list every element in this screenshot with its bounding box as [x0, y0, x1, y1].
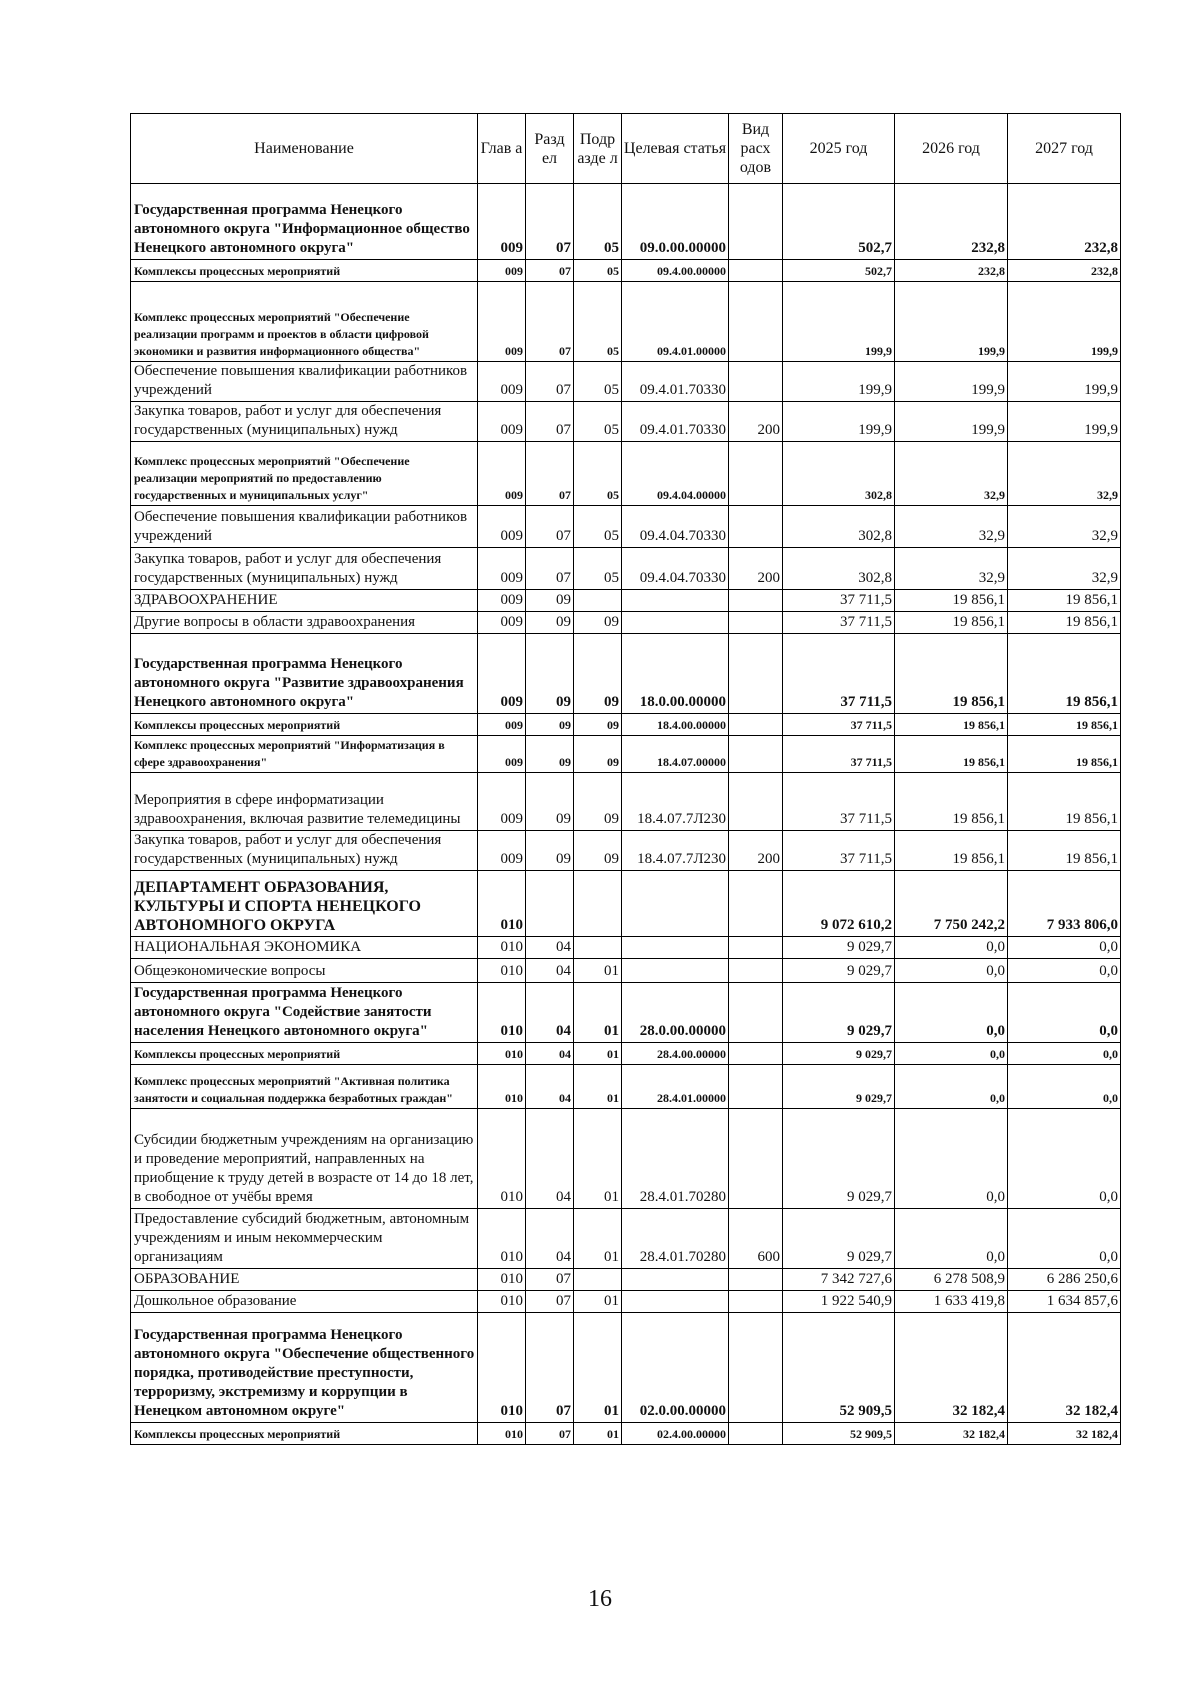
- row-amount-2025: 9 029,7: [783, 1065, 895, 1109]
- row-amount-2025: 52 909,5: [783, 1313, 895, 1423]
- row-expense-type: [729, 983, 783, 1043]
- table-row: [131, 506, 1121, 548]
- row-amount-2027: 199,9: [1008, 362, 1121, 402]
- row-expense-type: [729, 184, 783, 260]
- row-amount-2026: 32 182,4: [895, 1423, 1008, 1445]
- table-row: [131, 1269, 1121, 1291]
- row-subsection: [574, 937, 622, 959]
- row-chapter: 010: [478, 1043, 526, 1065]
- row-amount-2025: 9 029,7: [783, 1209, 895, 1269]
- row-chapter: 009: [478, 282, 526, 362]
- row-amount-2025: 199,9: [783, 282, 895, 362]
- row-name: Обеспечение повышения квалификации работников учреждений: [131, 506, 478, 548]
- row-expense-type: [729, 1065, 783, 1109]
- row-section: 07: [526, 402, 574, 442]
- row-section: 04: [526, 1043, 574, 1065]
- row-expense-type: [729, 442, 783, 506]
- row-target-article: 18.4.07.7Л230: [622, 773, 729, 831]
- row-target-article: 09.4.04.00000: [622, 442, 729, 506]
- row-amount-2025: 37 711,5: [783, 714, 895, 736]
- row-amount-2027: 1 634 857,6: [1008, 1291, 1121, 1313]
- row-target-article: 09.4.01.70330: [622, 362, 729, 402]
- row-amount-2025: 9 072 610,2: [783, 871, 895, 937]
- row-subsection: 05: [574, 548, 622, 590]
- budget-table: [130, 113, 1121, 1445]
- row-subsection: 09: [574, 831, 622, 871]
- row-name: Комплекс процессных мероприятий "Обеспечение реализации мероприятий по предоставлению государственных и муниципальных услуг": [131, 442, 478, 506]
- row-subsection: 01: [574, 1209, 622, 1269]
- row-amount-2027: 232,8: [1008, 260, 1121, 282]
- row-amount-2026: 199,9: [895, 402, 1008, 442]
- row-amount-2026: 0,0: [895, 959, 1008, 983]
- table-row: [131, 831, 1121, 871]
- row-amount-2025: 302,8: [783, 548, 895, 590]
- row-amount-2027: 6 286 250,6: [1008, 1269, 1121, 1291]
- row-amount-2027: 232,8: [1008, 184, 1121, 260]
- row-target-article: 28.4.01.00000: [622, 1065, 729, 1109]
- row-amount-2025: 9 029,7: [783, 1043, 895, 1065]
- row-name: Государственная программа Ненецкого автономного округа "Содействие занятости населения Ненецкого автономного округа": [131, 983, 478, 1043]
- row-chapter: 010: [478, 1065, 526, 1109]
- row-amount-2025: 502,7: [783, 184, 895, 260]
- row-section: 07: [526, 362, 574, 402]
- page-number: 16: [588, 1586, 612, 1612]
- row-expense-type: [729, 959, 783, 983]
- row-amount-2026: 199,9: [895, 282, 1008, 362]
- row-target-article: [622, 871, 729, 937]
- row-section: 09: [526, 612, 574, 634]
- table-row: [131, 612, 1121, 634]
- row-target-article: 28.4.00.00000: [622, 1043, 729, 1065]
- row-expense-type: [729, 714, 783, 736]
- row-target-article: 02.4.00.00000: [622, 1423, 729, 1445]
- row-section: 09: [526, 634, 574, 714]
- row-amount-2025: 37 711,5: [783, 736, 895, 773]
- row-expense-type: [729, 260, 783, 282]
- row-amount-2026: 1 633 419,8: [895, 1291, 1008, 1313]
- header-name: Наименование: [131, 114, 478, 184]
- row-target-article: [622, 612, 729, 634]
- row-expense-type: [729, 1109, 783, 1209]
- row-chapter: 009: [478, 634, 526, 714]
- row-amount-2026: 19 856,1: [895, 831, 1008, 871]
- row-chapter: 010: [478, 1313, 526, 1423]
- table-row: [131, 1109, 1121, 1209]
- row-amount-2027: 0,0: [1008, 959, 1121, 983]
- row-amount-2027: 7 933 806,0: [1008, 871, 1121, 937]
- row-amount-2026: 19 856,1: [895, 634, 1008, 714]
- row-amount-2027: 19 856,1: [1008, 590, 1121, 612]
- row-chapter: 010: [478, 983, 526, 1043]
- table-row: [131, 736, 1121, 773]
- row-amount-2026: 7 750 242,2: [895, 871, 1008, 937]
- row-expense-type: [729, 612, 783, 634]
- row-amount-2026: 19 856,1: [895, 612, 1008, 634]
- row-target-article: [622, 959, 729, 983]
- row-amount-2025: 37 711,5: [783, 773, 895, 831]
- row-name: Общеэкономические вопросы: [131, 959, 478, 983]
- row-section: 09: [526, 831, 574, 871]
- row-section: 07: [526, 548, 574, 590]
- row-chapter: 010: [478, 1109, 526, 1209]
- row-chapter: 010: [478, 1423, 526, 1445]
- row-name: Комплексы процессных мероприятий: [131, 1043, 478, 1065]
- row-section: 04: [526, 959, 574, 983]
- row-subsection: 05: [574, 402, 622, 442]
- row-target-article: 02.0.00.00000: [622, 1313, 729, 1423]
- row-subsection: 05: [574, 362, 622, 402]
- row-amount-2026: 32 182,4: [895, 1313, 1008, 1423]
- row-amount-2027: 32 182,4: [1008, 1423, 1121, 1445]
- header-2026: 2026 год: [895, 114, 1008, 184]
- row-amount-2025: 37 711,5: [783, 634, 895, 714]
- row-chapter: 009: [478, 548, 526, 590]
- row-target-article: 28.0.00.00000: [622, 983, 729, 1043]
- row-chapter: 009: [478, 260, 526, 282]
- row-amount-2025: 199,9: [783, 402, 895, 442]
- table-row: [131, 1291, 1121, 1313]
- row-name: Предоставление субсидий бюджетным, автономным учреждениям и иным некоммерческим организациям: [131, 1209, 478, 1269]
- row-expense-type: [729, 1291, 783, 1313]
- row-amount-2025: 7 342 727,6: [783, 1269, 895, 1291]
- row-chapter: 009: [478, 714, 526, 736]
- row-subsection: 05: [574, 282, 622, 362]
- row-name: Комплексы процессных мероприятий: [131, 260, 478, 282]
- row-amount-2027: 0,0: [1008, 1109, 1121, 1209]
- row-name: ОБРАЗОВАНИЕ: [131, 1269, 478, 1291]
- table-row: [131, 1065, 1121, 1109]
- table-row: [131, 1313, 1121, 1423]
- row-section: 07: [526, 1291, 574, 1313]
- row-subsection: [574, 1269, 622, 1291]
- row-subsection: [574, 590, 622, 612]
- table-row: [131, 362, 1121, 402]
- row-amount-2027: 19 856,1: [1008, 612, 1121, 634]
- row-expense-type: [729, 1043, 783, 1065]
- row-expense-type: [729, 506, 783, 548]
- row-amount-2025: 1 922 540,9: [783, 1291, 895, 1313]
- table-row: [131, 442, 1121, 506]
- row-subsection: 05: [574, 184, 622, 260]
- row-amount-2027: 0,0: [1008, 983, 1121, 1043]
- row-subsection: 09: [574, 714, 622, 736]
- row-amount-2027: 199,9: [1008, 402, 1121, 442]
- row-target-article: [622, 1291, 729, 1313]
- row-amount-2026: 232,8: [895, 184, 1008, 260]
- row-section: 07: [526, 506, 574, 548]
- row-amount-2026: 19 856,1: [895, 736, 1008, 773]
- row-section: 04: [526, 1109, 574, 1209]
- table-row: [131, 937, 1121, 959]
- row-amount-2027: 19 856,1: [1008, 773, 1121, 831]
- table-row: [131, 871, 1121, 937]
- row-section: 04: [526, 937, 574, 959]
- row-chapter: 009: [478, 442, 526, 506]
- row-amount-2027: 19 856,1: [1008, 634, 1121, 714]
- row-expense-type: [729, 871, 783, 937]
- row-name: Закупка товаров, работ и услуг для обеспечения государственных (муниципальных) нужд: [131, 831, 478, 871]
- row-subsection: 09: [574, 736, 622, 773]
- row-chapter: 009: [478, 590, 526, 612]
- row-section: 07: [526, 260, 574, 282]
- table-row: [131, 1209, 1121, 1269]
- table-row: [131, 184, 1121, 260]
- row-chapter: 009: [478, 612, 526, 634]
- row-subsection: 01: [574, 1109, 622, 1209]
- row-amount-2025: 9 029,7: [783, 959, 895, 983]
- row-amount-2025: 52 909,5: [783, 1423, 895, 1445]
- row-chapter: 009: [478, 362, 526, 402]
- row-expense-type: [729, 282, 783, 362]
- row-expense-type: [729, 362, 783, 402]
- row-chapter: 009: [478, 506, 526, 548]
- row-amount-2025: 37 711,5: [783, 612, 895, 634]
- row-amount-2026: 199,9: [895, 362, 1008, 402]
- row-amount-2026: 0,0: [895, 983, 1008, 1043]
- row-amount-2025: 9 029,7: [783, 983, 895, 1043]
- row-section: 07: [526, 442, 574, 506]
- row-subsection: 01: [574, 1043, 622, 1065]
- header-target-article: Целевая статья: [622, 114, 729, 184]
- row-name: Мероприятия в сфере информатизации здравоохранения, включая развитие телемедицины: [131, 773, 478, 831]
- header-2025: 2025 год: [783, 114, 895, 184]
- row-chapter: 010: [478, 871, 526, 937]
- row-chapter: 009: [478, 831, 526, 871]
- row-target-article: [622, 937, 729, 959]
- table-row: [131, 402, 1121, 442]
- row-amount-2025: 37 711,5: [783, 590, 895, 612]
- row-target-article: 09.4.00.00000: [622, 260, 729, 282]
- table-row: [131, 1043, 1121, 1065]
- row-name: Комплексы процессных мероприятий: [131, 714, 478, 736]
- row-subsection: 01: [574, 959, 622, 983]
- row-chapter: 009: [478, 773, 526, 831]
- row-name: Субсидии бюджетным учреждениям на организацию и проведение мероприятий, направленных на приобщение к труду детей в возрасте от 14 до 18 лет, в свободное от учёбы время: [131, 1109, 478, 1209]
- row-amount-2027: 32,9: [1008, 506, 1121, 548]
- row-target-article: 09.4.01.00000: [622, 282, 729, 362]
- row-section: 04: [526, 1209, 574, 1269]
- row-amount-2027: 32 182,4: [1008, 1313, 1121, 1423]
- row-name: Дошкольное образование: [131, 1291, 478, 1313]
- row-chapter: 010: [478, 1291, 526, 1313]
- row-target-article: 18.4.00.00000: [622, 714, 729, 736]
- row-chapter: 010: [478, 959, 526, 983]
- header-chapter: Глав а: [478, 114, 526, 184]
- table-header-row: [131, 114, 1121, 184]
- row-section: 09: [526, 773, 574, 831]
- row-chapter: 010: [478, 1269, 526, 1291]
- row-subsection: 01: [574, 983, 622, 1043]
- row-name: Государственная программа Ненецкого автономного округа "Развитие здравоохранения Ненецкого автономного округа": [131, 634, 478, 714]
- header-subsection: Подр азде л: [574, 114, 622, 184]
- row-expense-type: [729, 1423, 783, 1445]
- row-name: Другие вопросы в области здравоохранения: [131, 612, 478, 634]
- row-amount-2027: 0,0: [1008, 1209, 1121, 1269]
- row-amount-2026: 0,0: [895, 1043, 1008, 1065]
- row-name: Закупка товаров, работ и услуг для обеспечения государственных (муниципальных) нужд: [131, 548, 478, 590]
- row-amount-2026: 32,9: [895, 506, 1008, 548]
- row-section: 09: [526, 736, 574, 773]
- row-target-article: 09.4.04.70330: [622, 506, 729, 548]
- row-target-article: 18.4.07.00000: [622, 736, 729, 773]
- row-amount-2027: 19 856,1: [1008, 736, 1121, 773]
- row-amount-2025: 37 711,5: [783, 831, 895, 871]
- row-name: Закупка товаров, работ и услуг для обеспечения государственных (муниципальных) нужд: [131, 402, 478, 442]
- row-chapter: 009: [478, 184, 526, 260]
- row-amount-2025: 502,7: [783, 260, 895, 282]
- row-name: Государственная программа Ненецкого автономного округа "Информационное общество Ненецкого автономного округа": [131, 184, 478, 260]
- row-name: ДЕПАРТАМЕНТ ОБРАЗОВАНИЯ, КУЛЬТУРЫ И СПОРТА НЕНЕЦКОГО АВТОНОМНОГО ОКРУГА: [131, 871, 478, 937]
- table-row: [131, 260, 1121, 282]
- table-row: [131, 590, 1121, 612]
- row-section: 07: [526, 1423, 574, 1445]
- row-subsection: [574, 871, 622, 937]
- row-chapter: 009: [478, 402, 526, 442]
- row-target-article: 18.4.07.7Л230: [622, 831, 729, 871]
- row-amount-2025: 302,8: [783, 506, 895, 548]
- row-target-article: 18.0.00.00000: [622, 634, 729, 714]
- row-amount-2025: 9 029,7: [783, 937, 895, 959]
- row-target-article: [622, 1269, 729, 1291]
- row-subsection: 09: [574, 612, 622, 634]
- row-amount-2027: 0,0: [1008, 937, 1121, 959]
- row-amount-2027: 19 856,1: [1008, 714, 1121, 736]
- row-expense-type: [729, 1269, 783, 1291]
- table-row: [131, 548, 1121, 590]
- row-amount-2026: 6 278 508,9: [895, 1269, 1008, 1291]
- row-section: 09: [526, 590, 574, 612]
- row-name: Комплекс процессных мероприятий "Обеспечение реализации программ и проектов в области цифровой экономики и развития информационного общества": [131, 282, 478, 362]
- budget-table-container: [130, 113, 1121, 1445]
- row-name: Комплекс процессных мероприятий "Активная политика занятости и социальная поддержка безработных граждан": [131, 1065, 478, 1109]
- row-target-article: 09.0.00.00000: [622, 184, 729, 260]
- table-row: [131, 282, 1121, 362]
- row-amount-2027: 0,0: [1008, 1043, 1121, 1065]
- row-subsection: 09: [574, 773, 622, 831]
- row-target-article: [622, 590, 729, 612]
- row-expense-type: [729, 773, 783, 831]
- table-row: [131, 714, 1121, 736]
- row-amount-2026: 0,0: [895, 937, 1008, 959]
- row-expense-type: 200: [729, 831, 783, 871]
- row-name: ЗДРАВООХРАНЕНИЕ: [131, 590, 478, 612]
- row-subsection: 01: [574, 1423, 622, 1445]
- row-target-article: 28.4.01.70280: [622, 1109, 729, 1209]
- row-amount-2026: 19 856,1: [895, 590, 1008, 612]
- row-amount-2026: 0,0: [895, 1209, 1008, 1269]
- header-section: Разд ел: [526, 114, 574, 184]
- row-expense-type: 200: [729, 548, 783, 590]
- row-target-article: 09.4.01.70330: [622, 402, 729, 442]
- row-subsection: 01: [574, 1313, 622, 1423]
- row-amount-2027: 19 856,1: [1008, 831, 1121, 871]
- row-expense-type: [729, 937, 783, 959]
- row-section: [526, 871, 574, 937]
- row-amount-2025: 302,8: [783, 442, 895, 506]
- row-amount-2027: 199,9: [1008, 282, 1121, 362]
- row-amount-2026: 0,0: [895, 1065, 1008, 1109]
- row-amount-2026: 32,9: [895, 548, 1008, 590]
- header-expense-type: Вид расх одов: [729, 114, 783, 184]
- row-expense-type: [729, 634, 783, 714]
- row-expense-type: [729, 590, 783, 612]
- row-target-article: 28.4.01.70280: [622, 1209, 729, 1269]
- row-chapter: 010: [478, 937, 526, 959]
- row-amount-2025: 9 029,7: [783, 1109, 895, 1209]
- row-amount-2026: 19 856,1: [895, 773, 1008, 831]
- row-expense-type: [729, 1313, 783, 1423]
- row-amount-2025: 199,9: [783, 362, 895, 402]
- row-chapter: 010: [478, 1209, 526, 1269]
- row-chapter: 009: [478, 736, 526, 773]
- row-section: 09: [526, 714, 574, 736]
- row-amount-2027: 0,0: [1008, 1065, 1121, 1109]
- row-section: 07: [526, 282, 574, 362]
- row-name: НАЦИОНАЛЬНАЯ ЭКОНОМИКА: [131, 937, 478, 959]
- table-row: [131, 1423, 1121, 1445]
- row-subsection: 05: [574, 506, 622, 548]
- row-target-article: 09.4.04.70330: [622, 548, 729, 590]
- row-amount-2027: 32,9: [1008, 442, 1121, 506]
- row-subsection: 01: [574, 1065, 622, 1109]
- row-amount-2026: 232,8: [895, 260, 1008, 282]
- row-expense-type: [729, 736, 783, 773]
- table-row: [131, 959, 1121, 983]
- row-name: Государственная программа Ненецкого автономного округа "Обеспечение общественного порядка, противодействие преступности, терроризму, экстремизму и коррупции в Ненецком автономном округе": [131, 1313, 478, 1423]
- row-section: 07: [526, 1269, 574, 1291]
- row-amount-2026: 32,9: [895, 442, 1008, 506]
- row-name: Комплекс процессных мероприятий "Информатизация в сфере здравоохранения": [131, 736, 478, 773]
- row-amount-2026: 19 856,1: [895, 714, 1008, 736]
- row-amount-2027: 32,9: [1008, 548, 1121, 590]
- table-row: [131, 773, 1121, 831]
- row-section: 04: [526, 1065, 574, 1109]
- row-expense-type: 600: [729, 1209, 783, 1269]
- row-name: Обеспечение повышения квалификации работников учреждений: [131, 362, 478, 402]
- row-subsection: 09: [574, 634, 622, 714]
- row-section: 07: [526, 184, 574, 260]
- row-name: Комплексы процессных мероприятий: [131, 1423, 478, 1445]
- row-subsection: 01: [574, 1291, 622, 1313]
- row-section: 07: [526, 1313, 574, 1423]
- table-row: [131, 983, 1121, 1043]
- row-section: 04: [526, 983, 574, 1043]
- row-subsection: 05: [574, 260, 622, 282]
- row-amount-2026: 0,0: [895, 1109, 1008, 1209]
- header-2027: 2027 год: [1008, 114, 1121, 184]
- table-row: [131, 634, 1121, 714]
- row-subsection: 05: [574, 442, 622, 506]
- row-expense-type: 200: [729, 402, 783, 442]
